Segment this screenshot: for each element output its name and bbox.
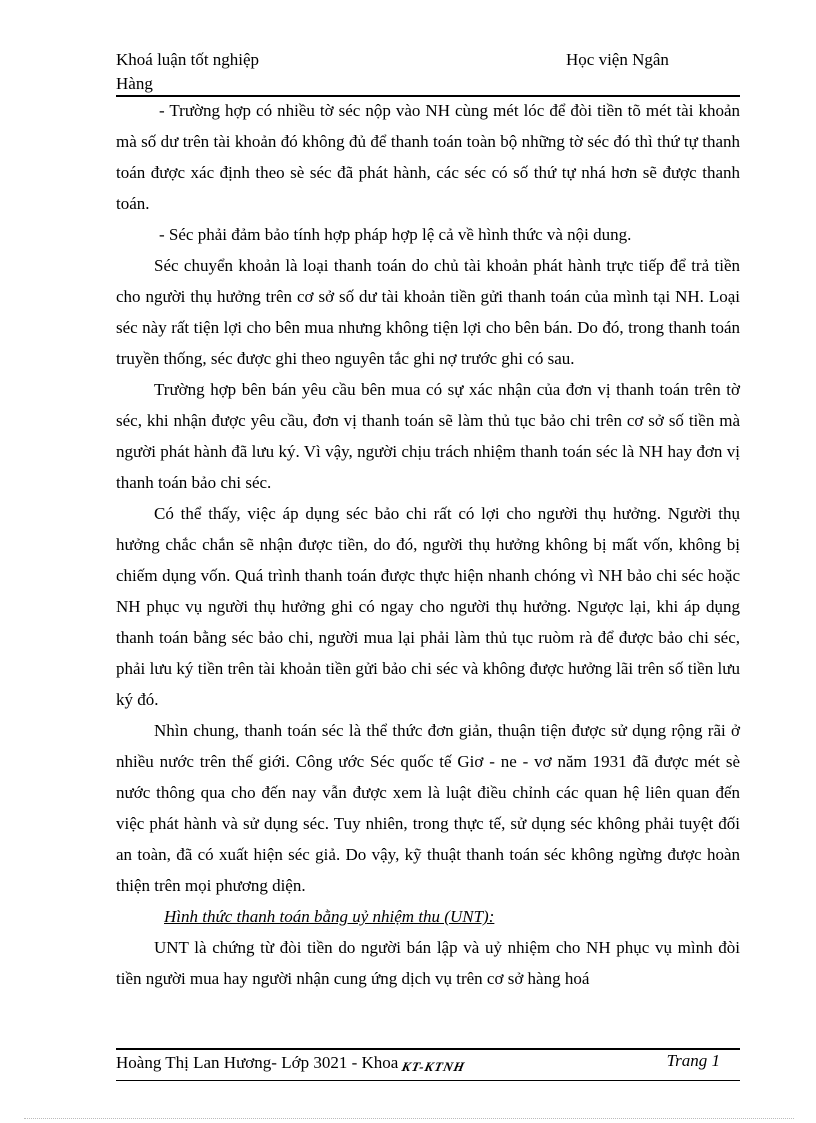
page-bottom-dotted-border — [24, 1118, 794, 1119]
paragraph-transfer-check: Séc chuyển khoản là loại thanh toán do chủ tài khoản phát hành trực tiếp để trả tiền cho người thụ hưởng trên cơ sở số dư tài khoản tiền gửi thanh toán của mình tại NH. Loại séc này rất tiện lợi cho bên mua nhưng không tiện lợi cho bên bán. Do đó, trong thanh toán truyền thống, séc được ghi theo nguyên tắc ghi nợ trước ghi có sau. — [116, 256, 740, 368]
paragraph-check-order: - Trường hợp có nhiều tờ séc nộp vào NH cùng mét lóc để đòi tiền tõ mét tài khoản mà số dư trên tài khoản đó không đủ để thanh toán toàn bộ những tờ séc đó thì thứ tự thanh toán được xác định theo sè séc đã phát hành, các séc có số thứ tự nhá hơn sẽ được thanh toán. — [116, 101, 740, 213]
footer-underline — [116, 1080, 740, 1081]
paragraph-check-summary: Nhìn chung, thanh toán séc là thể thức đơn giản, thuận tiện được sử dụng rộng rãi ở nhiều nước trên thế giới. Công ước Séc quốc tế Giơ - ne - vơ năm 1931 đã được mét sè nước thông qua cho đến nay vẫn được xem là luật điều chỉnh các quan hệ liên quan đến việc phát hành và sử dụng séc. Tuy nhiên, trong thực tế, sử dụng séc không phải tuyệt đối an toàn, đã có xuất hiện séc giả. Do vậy, kỹ thuật thanh toán séc không ngừng được hoàn thiện trên mọi phương diện. — [116, 721, 740, 895]
paragraph-certified-benefits: Có thể thấy, việc áp dụng séc bảo chi rất có lợi cho người thụ hưởng. Người thụ hưởng chắc chắn sẽ nhận được tiền, do đó, người thụ hưởng không bị mất vốn, không bị chiếm dụng vốn. Quá trình thanh toán được thực hiện nhanh chóng vì NH bảo chi séc hoặc NH phục vụ người thụ hưởng ghi có ngay cho người thụ hưởng. Ngược lại, khi áp dụng thanh toán bằng séc bảo chi, người mua lại phải làm thủ tục ruòm rà để được bảo chi séc, phải lưu ký tiền trên tài khoản tiền gửi bảo chi séc và không được hưởng lãi trên số tiền lưu ký đó. — [116, 504, 740, 709]
paragraph-unt-definition: UNT là chứng từ đòi tiền do người bán lập và uỷ nhiệm cho NH phục vụ mình đòi tiền người mua hay người nhận cung ứng dịch vụ trên cơ sở hàng hoá — [116, 938, 740, 988]
footer-department: KT-KTNH — [400, 1059, 467, 1074]
paragraph-check-validity: - Séc phải đảm bảo tính hợp pháp hợp lệ cả về hình thức và nội dung. — [159, 225, 632, 244]
section-heading-unt: Hình thức thanh toán bằng uỷ nhiệm thu (UNT): — [164, 907, 495, 926]
footer-author: Hoàng Thị Lan Hương- Lớp 3021 - Khoa KT-KTNH — [116, 1052, 465, 1078]
document-body — [116, 95, 740, 994]
header-institution: Học viện Ngân — [566, 50, 669, 69]
footer-divider — [116, 1048, 740, 1050]
header-institution-continued: Hàng — [116, 74, 153, 93]
footer-page-number: Trang 1 — [666, 1051, 720, 1070]
header-thesis-title: Khoá luận tốt nghiệp — [116, 50, 260, 69]
paragraph-certified-check: Trường hợp bên bán yêu cầu bên mua có sự xác nhận của đơn vị thanh toán trên tờ séc, khi nhận được yêu cầu, đơn vị thanh toán sẽ làm thủ tục bảo chi trên cơ sở số tiền mà người phát hành đã lưu ký. Vì vậy, người chịu trách nhiệm thanh toán séc là NH hay đơn vị thanh toán bảo chi séc. — [116, 380, 740, 492]
